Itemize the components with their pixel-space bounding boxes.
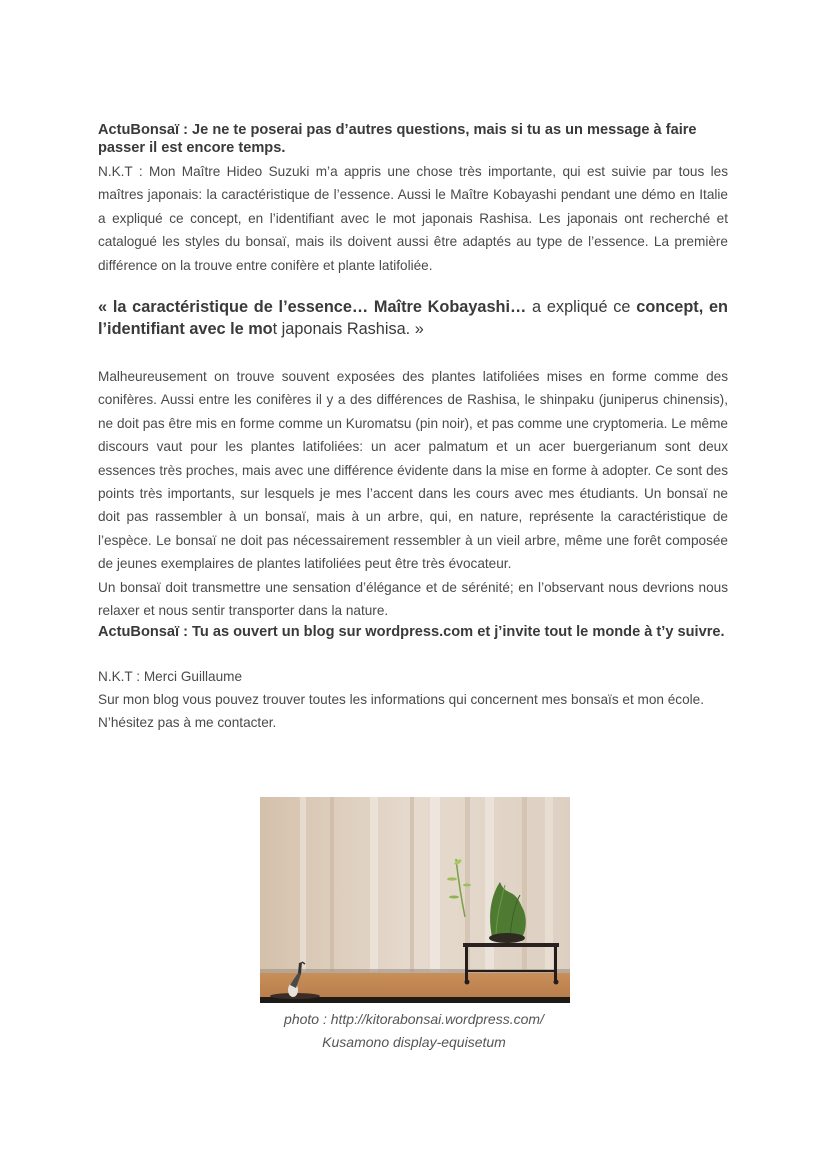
interview-question-1: ActuBonsaï : Je ne te poserai pas d’autres questions, mais si tu as un message à faire passer il est encore temps. — [98, 122, 697, 156]
photo-title: Kusamono display-equisetum — [322, 1034, 506, 1050]
kusamono-photo — [260, 797, 570, 1003]
pull-quote-normal-1: a expliqué ce — [532, 298, 637, 317]
kusamono-display-image — [260, 797, 570, 1003]
photo-caption — [200, 1008, 628, 1054]
interview-answer-1: N.K.T : Mon Maître Hideo Suzuki m’a appris une chose très importante, qui est suivie par tous les maîtres japonais: la caractéristique de l’essence. Aussi le Maître Kobayashi pendant une démo en Italie a expliqué ce concept, en l’identifiant avec le mot japonais Rashisa. Les japonais ont recherché et catalogué les styles du bonsaï, mais ils doivent aussi être adaptés au type de l’essence. La première différence on la trouve entre conifère et plante latifoliée. — [98, 164, 728, 273]
pull-quote — [98, 296, 728, 340]
interview-answer-1-continued: Malheureusement on trouve souvent exposées des plantes latifoliées mises en forme comme des conifères. Aussi entre les conifères il y a des différences de Rashisa, le shinpaku (juniperus chinensis), ne doit pas être mis en forme comme un Kuromatsu (pin noir), et pas comme une cryptomeria. Le même discours vaut pour les plantes latifoliées: un acer palmatum et un acer buergerianum sont deux essences très proches, mais avec une différence évidente dans la mise en forme à adopter. Ce sont des points très importants, sur lesquels je mes l’accent dans les cours avec mes étudiants. Un bonsaï ne doit pas rassembler à un bonsaï, mais à un arbre, qui, en nature, représente la caractéristique de l’espèce. Le bonsaï ne doit pas nécessairement ressembler à un vieil arbre, même une forêt composée de jeunes exemplaires de plantes latifoliées peut être très évocateur. — [98, 369, 728, 572]
interview-answer-2-blog: Sur mon blog vous pouvez trouver toutes les informations qui concernent mes bonsaïs et mon école. N’hésitez pas à me contacter. — [98, 691, 705, 731]
pull-quote-bold-1: « la caractéristique de l’essence… Maître Kobayashi… — [98, 298, 533, 317]
interview-answer-2-thanks: N.K.T : Merci Guillaume — [98, 668, 243, 684]
interview-question-2: ActuBonsaï : Tu as ouvert un blog sur wordpress.com et j’invite tout le monde à t’y suivre. — [98, 623, 725, 640]
photo-credit: photo : http://kitorabonsai.wordpress.com/ — [284, 1011, 544, 1027]
article-body — [98, 121, 728, 735]
pull-quote-bold-2: concept, en l’identifiant avec le mo — [98, 298, 728, 339]
interview-answer-1-final: Un bonsaï doit transmettre une sensation d’élégance et de sérénité; en l’observant nous devrions nous relaxer et nous sentir transporter dans la nature. — [98, 579, 728, 619]
pull-quote-normal-2: t japonais Rashisa. » — [272, 320, 424, 339]
